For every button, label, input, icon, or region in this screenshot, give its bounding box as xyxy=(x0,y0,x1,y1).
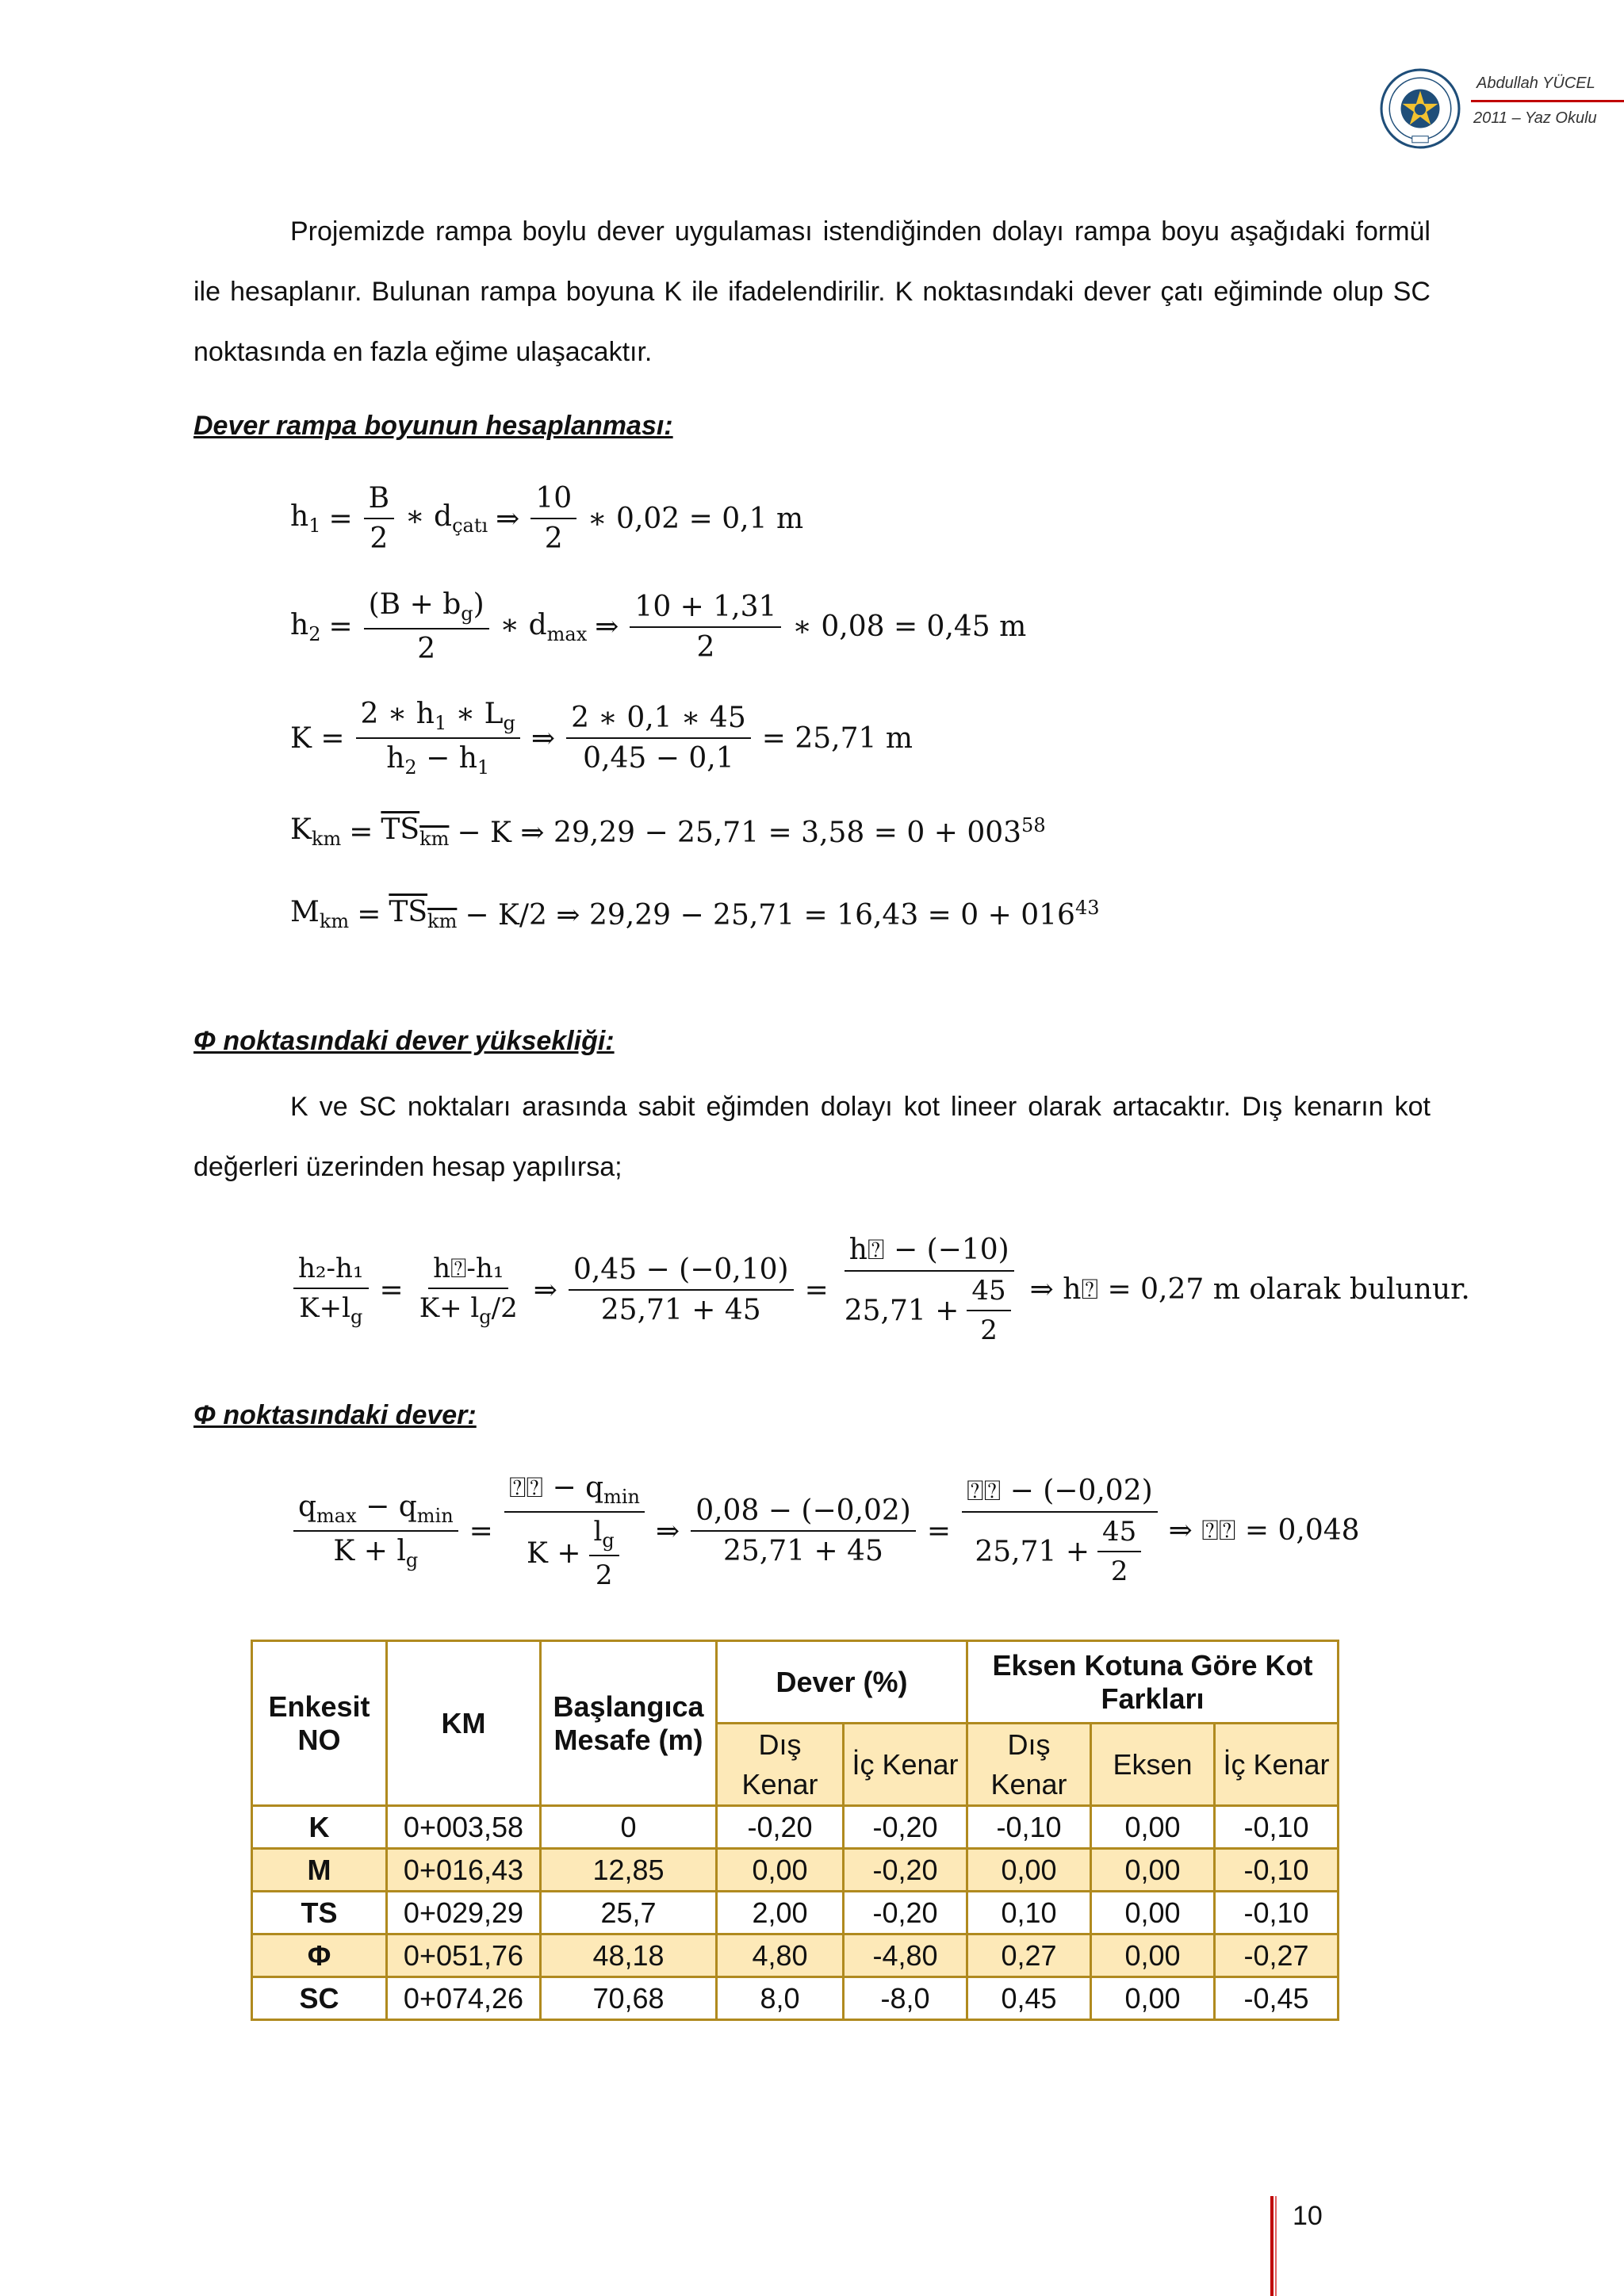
equation-Kkm: $K_{km}$ = $TS_{km}$ − K ⇒ $29,29 - 25,71 = 3,58 = 0 + 003^{58}$ xyxy=(290,813,1046,851)
table-cell: -0,20 xyxy=(844,1892,967,1934)
intro-line-1: Projemizde rampa boylu dever uygulaması istendiğinden dolayı rampa boyu aşağıdaki xyxy=(290,216,1346,247)
header-eksen: Eksen xyxy=(1091,1724,1215,1806)
table-cell: 48,18 xyxy=(541,1934,717,1977)
header-dis-kenar-kot: Dış Kenar xyxy=(967,1724,1091,1806)
table-cell: 70,68 xyxy=(541,1977,717,2020)
table-cell: 0+016,43 xyxy=(387,1849,541,1892)
table-cell: 0+029,29 xyxy=(387,1892,541,1934)
section2-line-1: K ve SC noktaları arasında sabit eğimden dolayı kot lineer olarak artacaktır. Dış xyxy=(290,1092,1283,1122)
university-logo xyxy=(1380,68,1461,149)
table-cell: -0,10 xyxy=(1215,1849,1339,1892)
header-enkesit: Enkesit NO xyxy=(252,1641,387,1806)
table-cell: 2,00 xyxy=(717,1892,844,1934)
section-heading-dever: Φ noktasındaki dever: xyxy=(193,1400,477,1430)
equation-h2: $h_2$ = $\frac{(B + b_g)}{2}$ ∗ $d_{max}$ ⇒ $\frac{10 + 1,31}{2}$ ∗ 0,08 = 0,45 m xyxy=(290,588,1027,666)
header-km: KM xyxy=(387,1641,541,1806)
table-cell: Φ xyxy=(252,1934,387,1977)
table-cell: 0,10 xyxy=(967,1892,1091,1934)
table-cell: 0 xyxy=(541,1806,717,1849)
intro-line-3: eğiminde olup SC noktasında en fazla eğime ulaşacaktır. xyxy=(193,277,1431,367)
table-cell: 8,0 xyxy=(717,1977,844,2020)
table-cell: 25,7 xyxy=(541,1892,717,1934)
table-cell: -0,27 xyxy=(1215,1934,1339,1977)
section-heading-rampa: Dever rampa boyunun hesaplanması: xyxy=(193,411,673,441)
table-row xyxy=(252,1977,1339,2020)
table-cell: -0,20 xyxy=(844,1849,967,1892)
table-cell: 0,00 xyxy=(1091,1892,1215,1934)
table-cell: -0,10 xyxy=(1215,1806,1339,1849)
table-cell: 0+003,58 xyxy=(387,1806,541,1849)
table-cell: 0,00 xyxy=(1091,1934,1215,1977)
table-cell: 4,80 xyxy=(717,1934,844,1977)
table-cell: 0,00 xyxy=(1091,1849,1215,1892)
header-ic-kenar: İç Kenar xyxy=(844,1724,967,1806)
equation-h1: $h_1$ = $\frac{B}{2}$ ∗ $d_{çatı}$ ⇒ $\frac{10}{2}$ ∗ 0,02 = 0,1 m xyxy=(290,482,804,555)
table-row xyxy=(252,1806,1339,1849)
intro-line-2: formül ile hesaplanır. Bulunan rampa boyuna K ile ifadelendirilir. K noktasındaki dever çatı xyxy=(193,216,1431,307)
equation-q-phi: $\frac{q_{max} - q_{min}}{K + l_g}$ = ⍰⍰ − $q_{min}$ K + $\frac{l_g}{2}$ ⇒ $\frac{0,08 - (-0,02)}{25,71 + 45}$ = ⍰⍰ − (−0,02) 25,71 + $\frac{45}{2}$ ⇒ ⍰⍰ = 0,048 xyxy=(290,1471,1360,1591)
table-cell: 0,00 xyxy=(967,1849,1091,1892)
section-heading-dever-yuksekligi: Φ noktasındaki dever yüksekliği: xyxy=(193,1026,615,1056)
header-kot-farklari: Eksen Kotuna Göre Kot Farkları xyxy=(967,1641,1339,1724)
section2-paragraph xyxy=(193,1077,1431,1197)
header-mesafe: Başlangıca Mesafe (m) xyxy=(541,1641,717,1806)
table-cell: K xyxy=(252,1806,387,1849)
equation-Mkm: $M_{km}$ = $TS_{km}$ − K/2 ⇒ $29,29 - 25,71 = 16,43 = 0 + 016^{43}$ xyxy=(290,896,1100,933)
header-dis-kenar: Dış Kenar xyxy=(717,1724,844,1806)
footer-rule xyxy=(1270,2196,1274,2296)
table-cell: 12,85 xyxy=(541,1849,717,1892)
header-dever: Dever (%) xyxy=(717,1641,967,1724)
table-cell: TS xyxy=(252,1892,387,1934)
equation-h-phi: $\frac{\text{h₂-h₁}}{K+l_g}$ = $\frac{\text{h⍰-h₁}}{K+ l_g/2}$ ⇒ $\frac{0,45 - (-0,10)}{25,71 + 45}$ = h⍰ − (−10) 25,71 + $\frac{45}{2}$ ⇒ h⍰ = 0,27 m olarak bulunur. xyxy=(290,1234,1470,1346)
table-cell: -4,80 xyxy=(844,1934,967,1977)
table-cell: -0,10 xyxy=(1215,1892,1339,1934)
term-label: 2011 – Yaz Okulu xyxy=(1473,109,1597,127)
table-cell: -0,20 xyxy=(717,1806,844,1849)
table-cell: -0,20 xyxy=(844,1806,967,1849)
table-row xyxy=(252,1892,1339,1934)
page-number: 10 xyxy=(1293,2201,1323,2231)
table-cell: 0,00 xyxy=(1091,1806,1215,1849)
header-ic-kenar-kot: İç Kenar xyxy=(1215,1724,1339,1806)
footer-rule-secondary xyxy=(1275,2196,1277,2296)
table-cell: 0+051,76 xyxy=(387,1934,541,1977)
intro-paragraph xyxy=(193,201,1431,382)
section2-line-2: kenarın kot değerleri üzerinden hesap yapılırsa; xyxy=(193,1092,1431,1182)
dever-table xyxy=(251,1640,1339,2021)
table-cell: 0,00 xyxy=(1091,1977,1215,2020)
table-cell: 0,27 xyxy=(967,1934,1091,1977)
table-cell: 0+074,26 xyxy=(387,1977,541,2020)
table-row xyxy=(252,1849,1339,1892)
table-cell: M xyxy=(252,1849,387,1892)
table-cell: 0,00 xyxy=(717,1849,844,1892)
table-cell: 0,45 xyxy=(967,1977,1091,2020)
equation-K: K = $\frac{2 ∗ h_1 ∗ L_g}{h_2 - h_1}$ ⇒ $\frac{2 ∗ 0,1 ∗ 45}{0,45 - 0,1}$ = 25,71 m xyxy=(290,698,913,779)
table-cell: -8,0 xyxy=(844,1977,967,2020)
table-cell: -0,10 xyxy=(967,1806,1091,1849)
table-cell: -0,45 xyxy=(1215,1977,1339,2020)
header-rule xyxy=(1471,100,1624,102)
author-name: Abdullah YÜCEL xyxy=(1477,75,1595,92)
table-cell: SC xyxy=(252,1977,387,2020)
table-row xyxy=(252,1934,1339,1977)
